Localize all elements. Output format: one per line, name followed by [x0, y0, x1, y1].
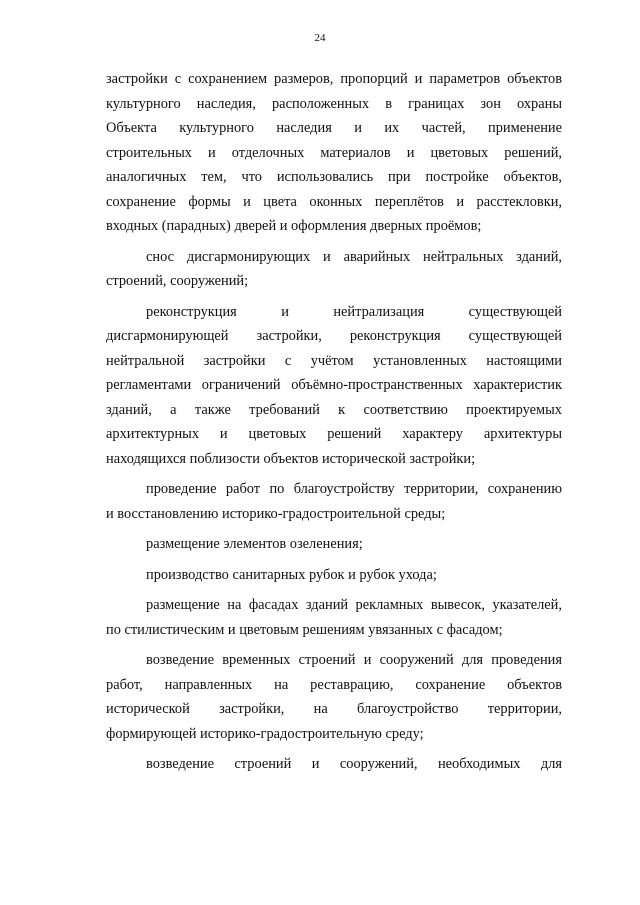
text-line: производство санитарных рубок и рубок ухода; [146, 566, 437, 583]
paragraph [106, 477, 562, 526]
text-line: по стилистическим и цветовым решениям увязанных с фасадом; [106, 621, 503, 638]
text-line: работ, направленных на реставрацию, сохранение объектов [106, 676, 562, 693]
text-line: размещение элементов озеленения; [146, 536, 363, 552]
paragraph [106, 300, 562, 472]
paragraph [106, 563, 562, 588]
text-line: проведение работ по благоустройству территории, сохранению [146, 481, 562, 497]
text-line: реконструкция и нейтрализация существующей [146, 303, 562, 320]
paragraph [106, 752, 562, 777]
text-line: исторической застройки, на благоустройство территории, [106, 701, 562, 717]
text-line: нейтральной застройки с учётом установленных настоящими [106, 352, 562, 369]
page-number: 24 [314, 32, 326, 44]
text-line: архитектурных и цветовых решений характеру архитектуры [106, 426, 562, 442]
text-line: формирующей историко-градостроительную среду; [106, 725, 424, 742]
text-line: снос дисгармонирующих и аварийных нейтральных зданий, [146, 248, 562, 265]
text-line: застройки с сохранением размеров, пропорций и параметров объектов [106, 71, 562, 87]
text-line: сохранение формы и цвета оконных переплётов и расстекловки, [106, 193, 562, 210]
text-line: и восстановлению историко-градостроительной среды; [106, 505, 446, 522]
paragraph [106, 593, 562, 642]
paragraph [106, 648, 562, 746]
text-line: зданий, а также требований к соответствию проектируемых [106, 401, 562, 418]
text-line: размещение на фасадах зданий рекламных вывесок, указателей, [146, 597, 562, 613]
text-line: входных (парадных) дверей и оформления дверных проёмов; [106, 218, 482, 234]
text-line: дисгармонирующей застройки, реконструкция существующей [106, 328, 562, 344]
text-line: строений, сооружений; [106, 273, 249, 289]
paragraph [106, 245, 562, 294]
text-line: возведение строений и сооружений, необходимых для [146, 756, 562, 772]
text-line: Объекта культурного наследия и их частей, применение [106, 120, 562, 136]
paragraph [106, 67, 562, 239]
text-line: возведение временных строений и сооружений для проведения [146, 652, 562, 668]
text-line: культурного наследия, расположенных в границах зон охраны [106, 95, 562, 112]
text-line: строительных и отделочных материалов и цветовых решений, [106, 144, 562, 161]
document-body [106, 67, 562, 783]
text-line: находящихся поблизости объектов исторической застройки; [106, 450, 476, 467]
paragraph [106, 532, 562, 557]
text-line: регламентами ограничений объёмно-пространственных характеристик [106, 377, 562, 393]
text-line: аналогичных тем, что использовались при постройке объектов, [106, 169, 562, 185]
